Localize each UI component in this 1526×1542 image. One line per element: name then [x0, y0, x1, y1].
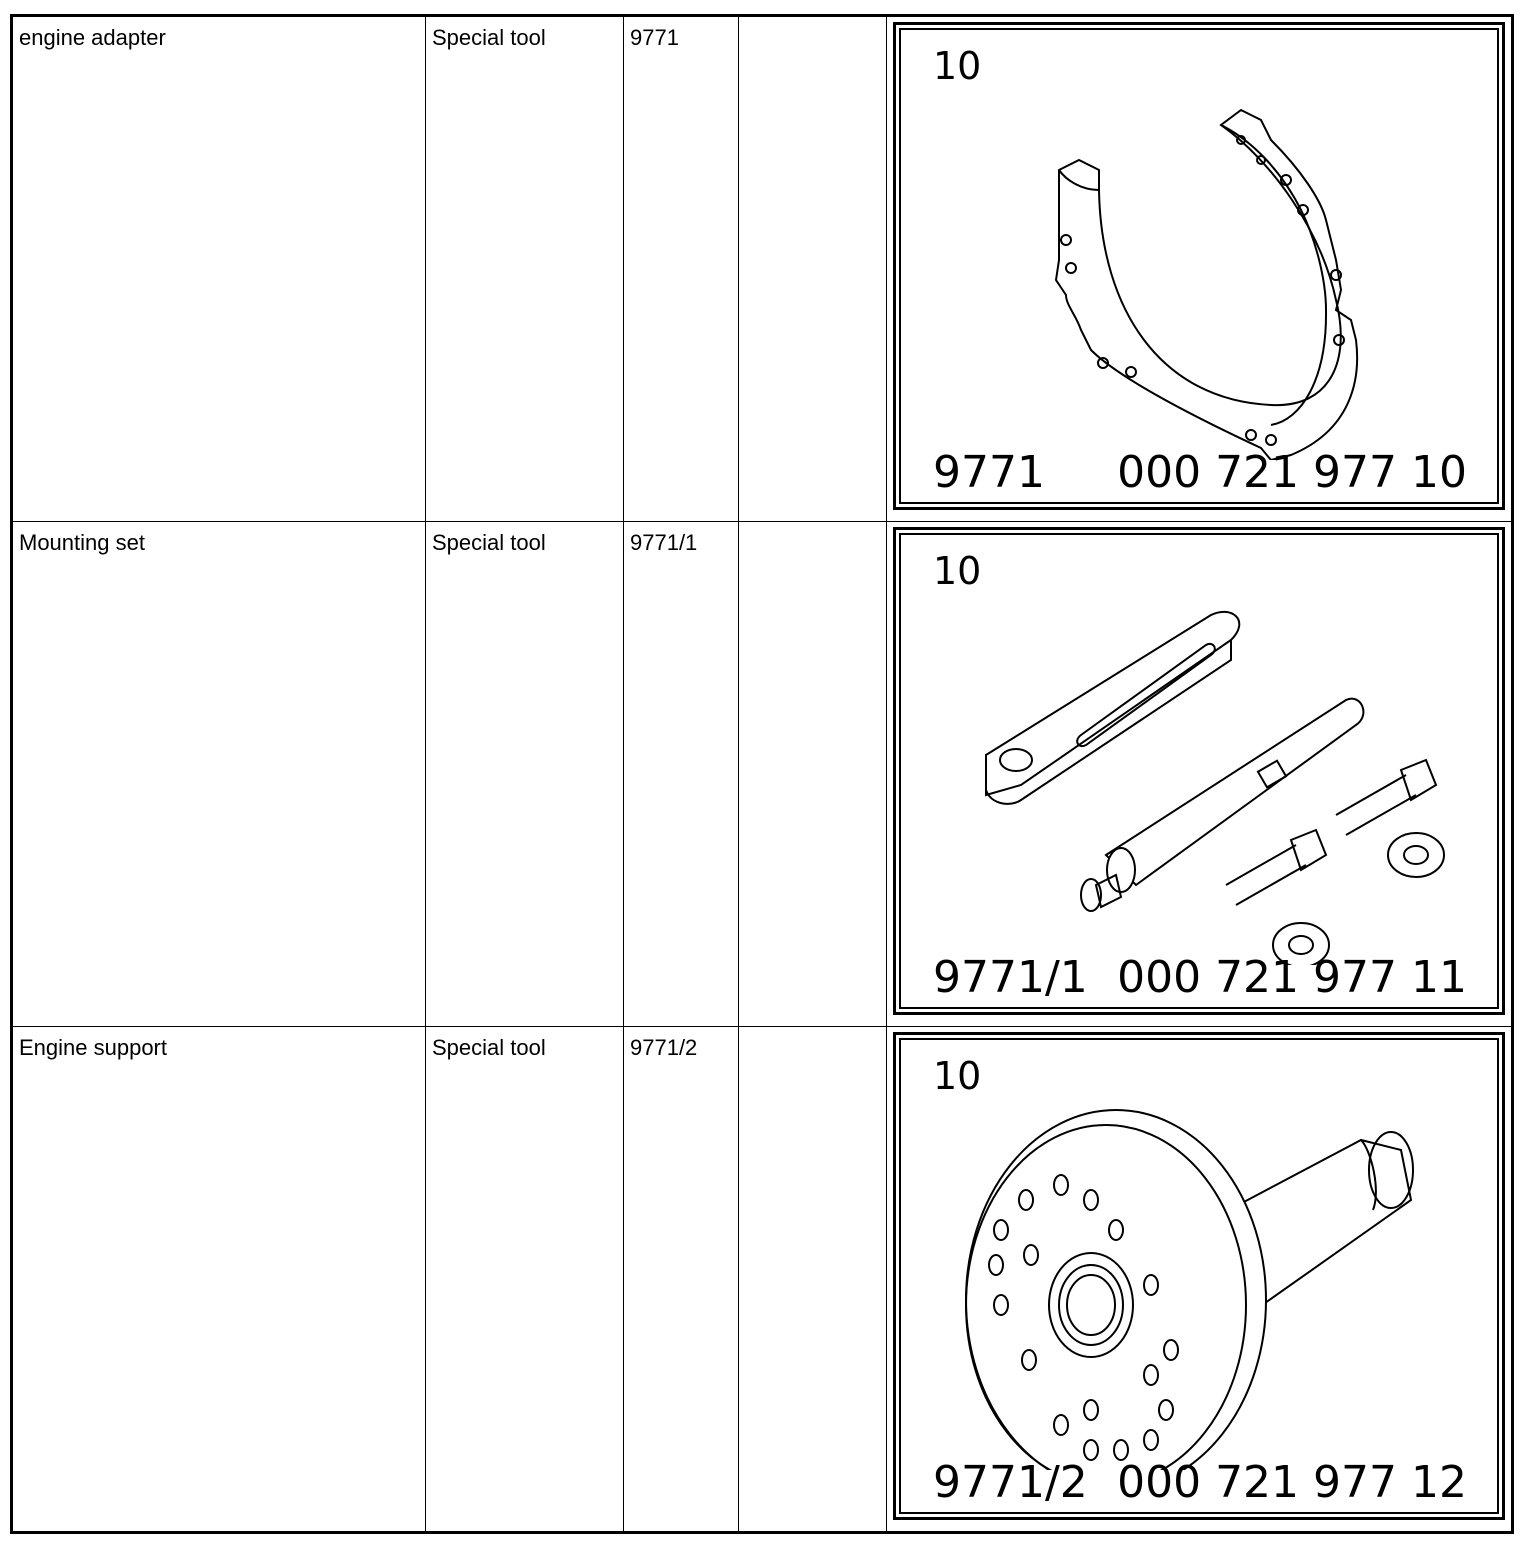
tool-category: Special tool — [432, 530, 546, 555]
figure-quantity: 10 — [933, 549, 982, 593]
tool-name-cell — [12, 16, 426, 522]
tool-note — [739, 17, 886, 25]
tool-category: Special tool — [432, 25, 546, 50]
table-row — [12, 522, 1513, 1027]
tool-category-cell — [426, 16, 624, 522]
tool-name-cell — [12, 1027, 426, 1533]
tool-category-cell — [426, 522, 624, 1027]
tool-number-cell — [624, 522, 739, 1027]
tool-number: 9771/1 — [630, 530, 698, 555]
tool-number-cell — [624, 1027, 739, 1533]
figure-tool-number: 9771 — [933, 447, 1045, 498]
note-cell — [739, 1027, 887, 1533]
tool-name-cell — [12, 522, 426, 1027]
tool-number: 9771/2 — [630, 1035, 698, 1060]
tool-number-cell — [624, 16, 739, 522]
tool-number: 9771 — [630, 25, 679, 50]
figure-tool-number: 9771/1 — [933, 952, 1088, 1003]
figure-part-number: 000 721 977 11 — [1117, 952, 1467, 1003]
tool-name: Mounting set — [19, 530, 145, 555]
table-row — [12, 16, 1513, 522]
tool-category-cell — [426, 1027, 624, 1533]
figure-quantity: 10 — [933, 44, 982, 88]
tool-figure — [893, 22, 1505, 510]
tool-category: Special tool — [432, 1035, 546, 1060]
tool-figure-cell — [887, 522, 1513, 1027]
mounting-set-drawing — [941, 585, 1471, 965]
tool-figure — [893, 1032, 1505, 1520]
note-cell — [739, 522, 887, 1027]
tool-figure-cell — [887, 1027, 1513, 1533]
special-tools-table — [10, 14, 1514, 1534]
tool-note — [739, 522, 886, 530]
tool-figure-cell — [887, 16, 1513, 522]
engine-adapter-drawing — [941, 80, 1471, 460]
tool-note — [739, 1027, 886, 1035]
table-row — [12, 1027, 1513, 1533]
tool-name: Engine support — [19, 1035, 167, 1060]
tool-figure — [893, 527, 1505, 1015]
figure-part-number: 000 721 977 10 — [1117, 447, 1467, 498]
tool-name: engine adapter — [19, 25, 166, 50]
figure-quantity: 10 — [933, 1054, 982, 1098]
figure-part-number: 000 721 977 12 — [1117, 1457, 1467, 1508]
note-cell — [739, 16, 887, 522]
engine-support-drawing — [941, 1090, 1471, 1470]
figure-tool-number: 9771/2 — [933, 1457, 1088, 1508]
